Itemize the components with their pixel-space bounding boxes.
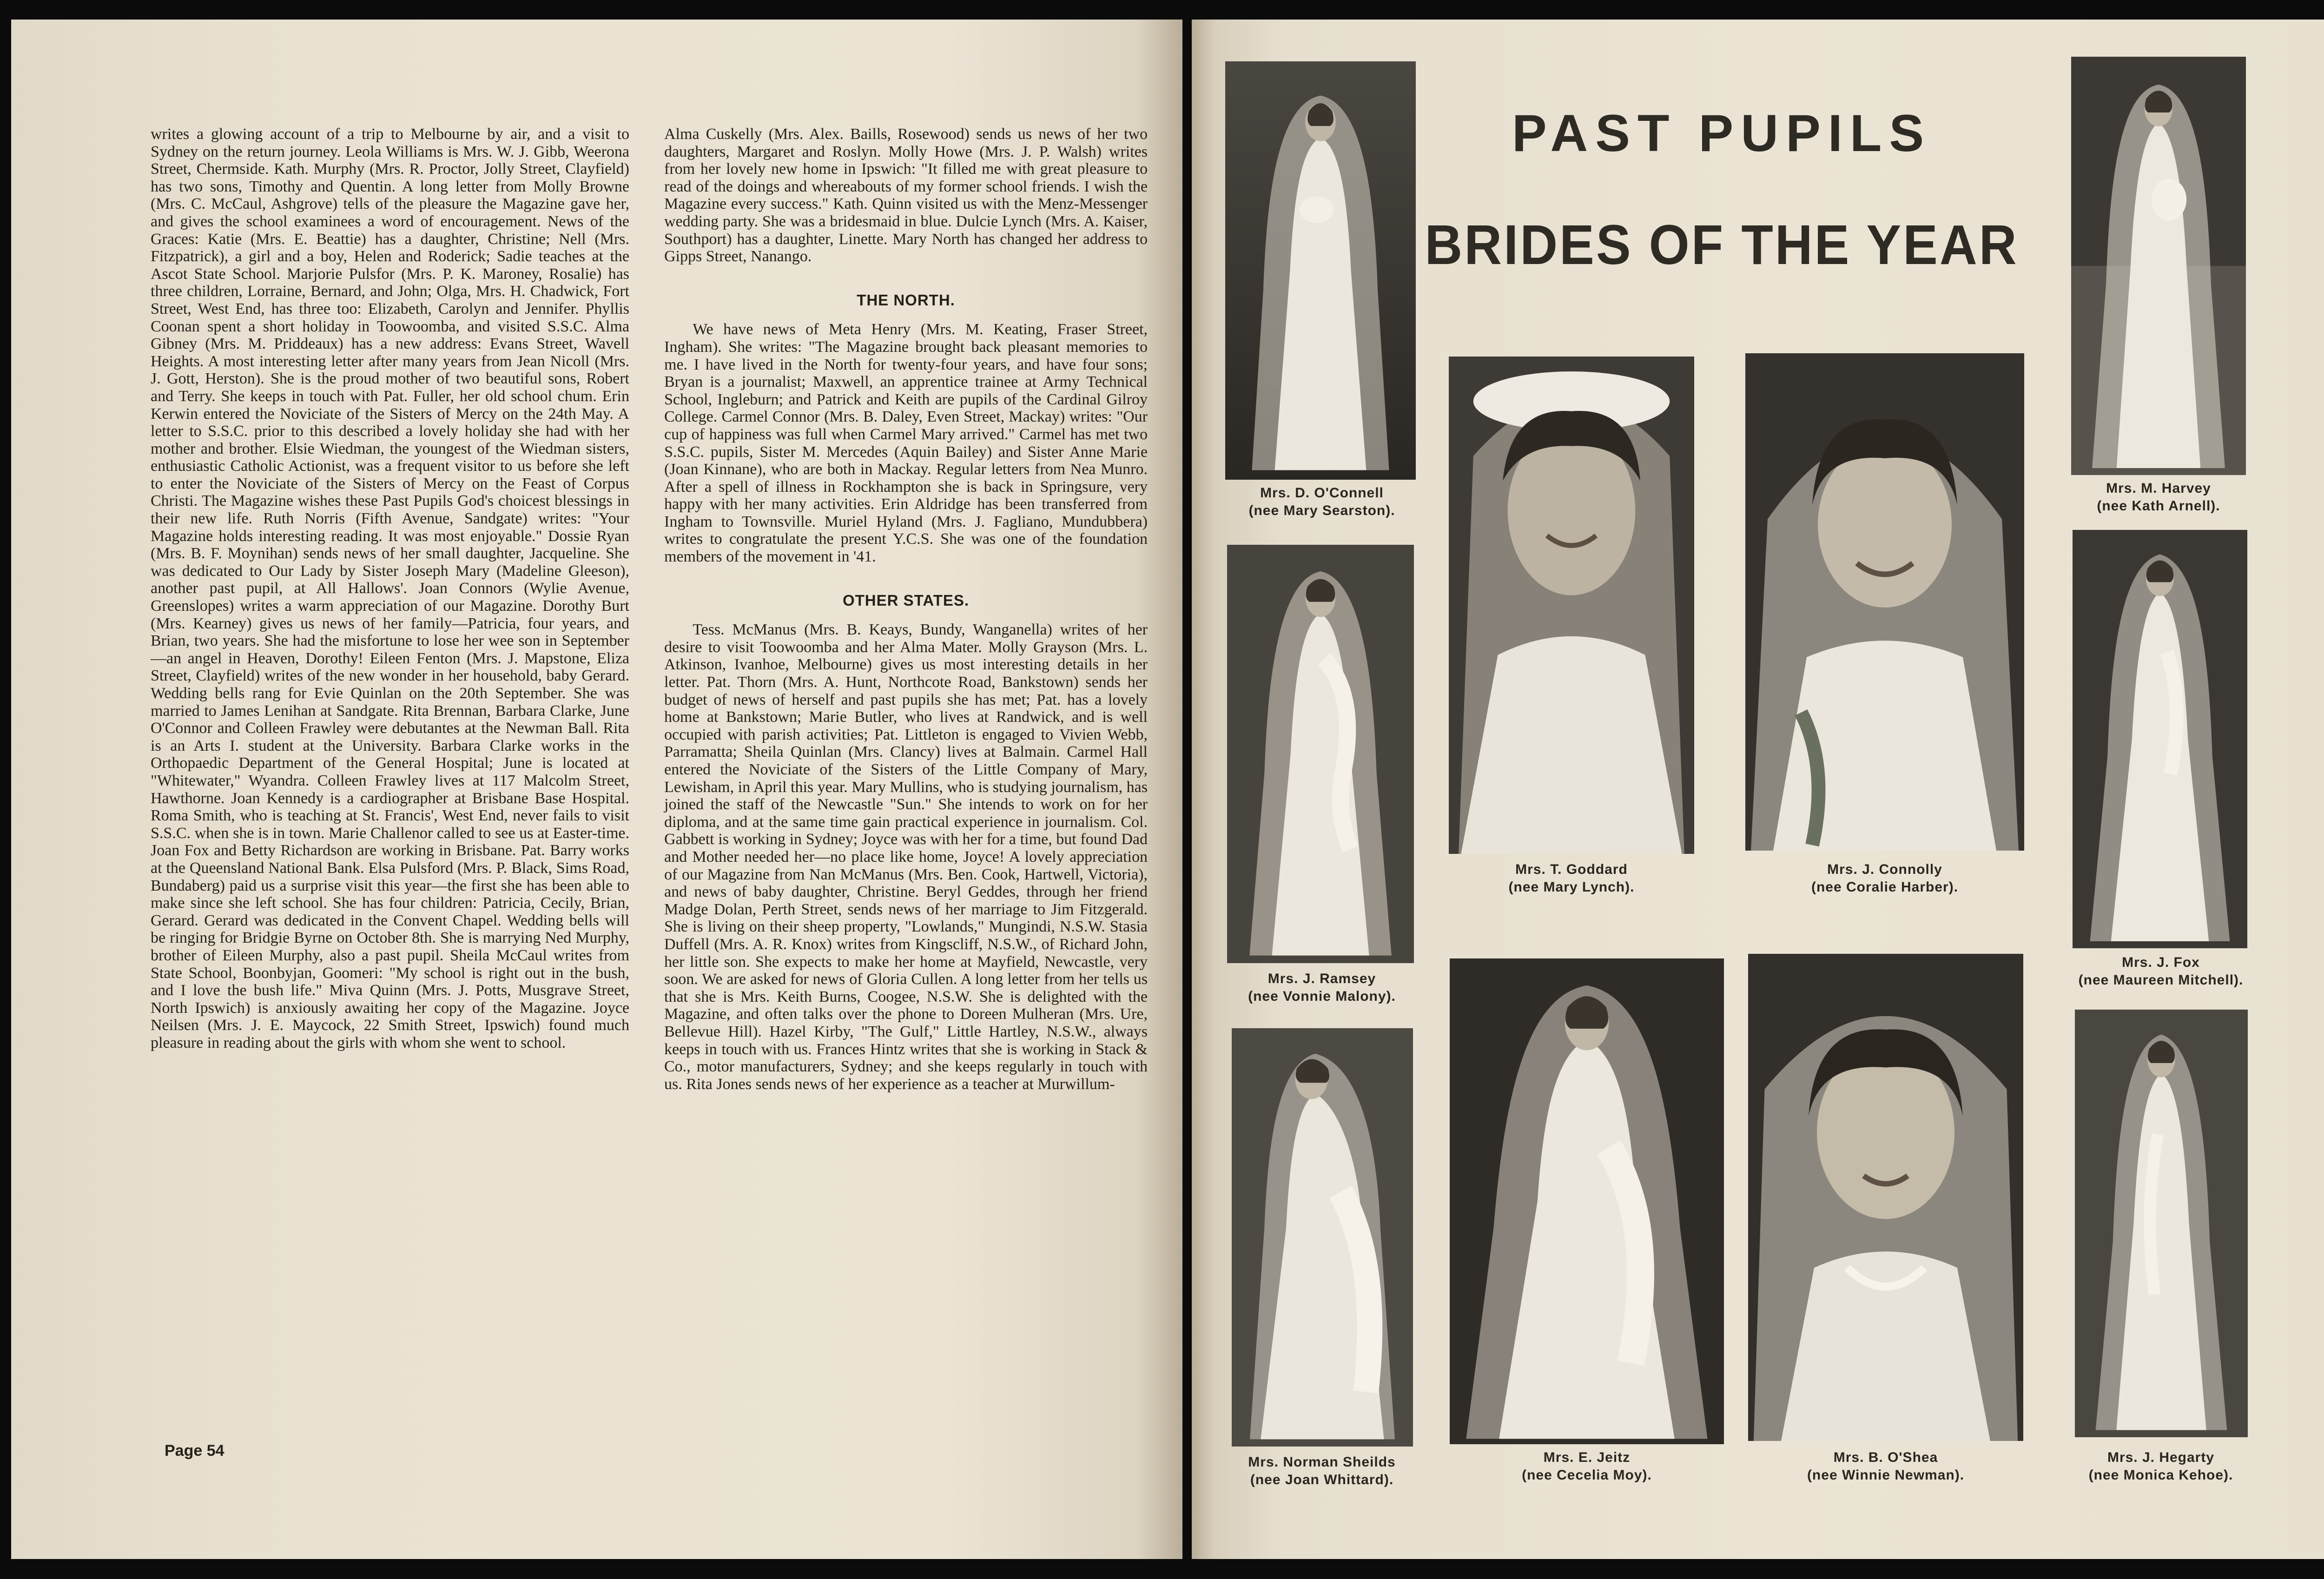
bride-photo-goddard bbox=[1449, 357, 1694, 854]
bride-photo-jeitz bbox=[1450, 958, 1724, 1444]
bride-photo-harvey bbox=[2071, 57, 2246, 475]
section-heading-north: THE NORTH. bbox=[857, 291, 955, 309]
bride-caption-connolly bbox=[1745, 861, 2024, 896]
bride-caption-goddard bbox=[1449, 861, 1694, 896]
bride-photo-hegarty bbox=[2075, 1010, 2248, 1437]
text-column-2 bbox=[664, 126, 1148, 1093]
bride-name: Mrs. M. Harvey bbox=[2106, 481, 2211, 496]
bride-photo-oshea bbox=[1748, 954, 2023, 1441]
bride-caption-oshea bbox=[1748, 1449, 2023, 1484]
bride-name: Mrs. J. Fox bbox=[2122, 955, 2200, 970]
bride-name: Mrs. E. Jeitz bbox=[1543, 1450, 1631, 1465]
bride-caption-ramsey bbox=[1201, 970, 1443, 1005]
bride-maiden-name: (nee Mary Lynch). bbox=[1508, 879, 1635, 895]
page-title-brides-of-the-year: BRIDES OF THE YEAR bbox=[1425, 213, 2019, 276]
bride-name: Mrs. J. Connolly bbox=[1827, 862, 1942, 877]
bride-maiden-name: (nee Coralie Harber). bbox=[1811, 879, 1959, 895]
north-paragraph: We have news of Meta Henry (Mrs. M. Keating, Fraser Street, Ingham). She writes: "The Magazine brought back pleasant memories to me. I have lived in the North for twenty-four years, and have four sons; Bryan is a journalist; Maxwell, an apprentice trainee at Army Technical School, Ingleburn; and Patrick and Keith are pupils of the Cardinal Gilroy College. Carmel Connor (Mrs. B. Daley, Even Street, Mackay) writes: "Our cup of happiness was full when Carmel Mary arrived." Carmel has met two S.S.C. pupils, Sister M. Mercedes (Aquin Bailey) and Sister Anne Marie (Joan Kinnane), who are both in Mackay. Regular letters from Nea Munro. After a spell of illness in Rockhampton she is back in Springsure, very happy with her many activities. Erin Aldridge has been transferred from Ingham to Townsville. Muriel Hyland (Mrs. J. Fagliano, Mundubbera) writes to congratulate the present Y.C.S. She was one of the foundation members of the movement in '41. bbox=[664, 321, 1148, 566]
bride-maiden-name: (nee Monica Kehoe). bbox=[2088, 1467, 2233, 1483]
bride-name: Mrs. J. Ramsey bbox=[1268, 971, 1376, 986]
section-heading-other-states: OTHER STATES. bbox=[842, 591, 970, 609]
bride-maiden-name: (nee Joan Whittard). bbox=[1250, 1472, 1394, 1487]
bride-maiden-name: (nee Vonnie Malony). bbox=[1248, 989, 1396, 1004]
text-column-1 bbox=[151, 126, 629, 1051]
bride-caption-jeitz bbox=[1450, 1449, 1724, 1484]
bride-name: Mrs. Norman Sheilds bbox=[1248, 1454, 1396, 1470]
bride-name: Mrs. T. Goddard bbox=[1515, 862, 1628, 877]
bride-maiden-name: (nee Kath Arnell). bbox=[2097, 498, 2220, 514]
bride-caption-harvey bbox=[2052, 480, 2265, 515]
left-page bbox=[11, 20, 1182, 1559]
bride-maiden-name: (nee Maureen Mitchell). bbox=[2078, 972, 2244, 988]
column2-intro-paragraph: Alma Cuskelly (Mrs. Alex. Baills, Rosewood) sends us news of her two daughters, Margaret and Roslyn. Molly Howe (Mrs. J. P. Walsh) writes from her lovely new home in Ipswich: "It filled me with great pleasure to read of the doings and whereabouts of my former school friends. I wish the Magazine every success." Kath. Quinn visited us with the Menz-Messenger wedding party. She was a bridesmaid in blue. Dulcie Lynch (Mrs. A. Kaiser, Southport) has a daughter, Linette. Mary North has changed her address to Gipps Street, Nanango. bbox=[664, 126, 1148, 265]
bride-photo-oconnell bbox=[1225, 61, 1416, 480]
bride-caption-sheilds bbox=[1201, 1453, 1443, 1489]
bride-maiden-name: (nee Cecelia Moy). bbox=[1522, 1467, 1652, 1483]
magazine-spread bbox=[11, 20, 2324, 1559]
bride-caption-oconnell bbox=[1201, 484, 1443, 520]
bride-name: Mrs. J. Hegarty bbox=[2107, 1450, 2215, 1465]
bride-caption-fox bbox=[2047, 954, 2275, 989]
page-title-past-pupils: PAST PUPILS bbox=[1512, 104, 1932, 162]
bride-name: Mrs. B. O'Shea bbox=[1833, 1450, 1938, 1465]
bride-name: Mrs. D. O'Connell bbox=[1260, 485, 1384, 501]
bride-photo-ramsey bbox=[1227, 545, 1414, 963]
bride-photo-connolly bbox=[1745, 353, 2024, 851]
other-states-paragraph: Tess. McManus (Mrs. B. Keays, Bundy, Wanganella) writes of her desire to visit Toowoomba and her Alma Mater. Molly Grayson (Mrs. L. Atkinson, Ivanhoe, Melbourne) gives us most interesting details in her letter. Pat. Thorn (Mrs. A. Hunt, Northcote Road, Bankstown) sends her budget of news of herself and past pupils she has met; Pat. has a lovely home at Bankstown; Marie Butler, who lives at Randwick, and is well occupied with parish activities; Pat. Littleton is engaged to Vivien Webb, Parramatta; Sheila Quinlan (Mrs. Clancy) lives at Balmain. Carmel Hall entered the Noviciate of the Sisters of the Little Company of Mary, Lewisham, in April this year. Mary Mullins, who is studying journalism, has joined the staff of the Newcastle "Sun." She intends to work on for her diploma, and at the same time gain practical experience in journalism. Col. Gabbett is working in Sydney; Joyce was with her for a time, but found Dad and Mother needed her—no place like home, Joyce! A lovely appreciation of our Magazine from Nan McManus (Mrs. Ben. Cook, Hartwell, Victoria), and news of baby daughter, Christine. Beryl Geddes, through her friend Madge Dolan, Perth Street, sends news of her marriage to Jim Fitzgerald. She is living on their sheep property, "Lowlands," Mungindi, N.S.W. Stasia Duffell (Mrs. A. R. Knox) writes from Kingscliff, N.S.W., of Richard John, her little son. She expects to make her home at Mayfield, Newcastle, very soon. We are asked for news of Gloria Cullen. A long letter from her tells us that she is Mrs. Keith Burns, Coogee, N.S.W. She is delighted with the Magazine, and often talks over the phone to Doreen Mulheran (Mrs. Ure, Bellevue Hill). Hazel Kirby, "The Gulf," Little Hartley, N.S.W., always keeps in touch with us. Frances Hintz writes that she is working in Stack & Co., motor manufacturers, Sydney; and she keeps regularly in touch with us. Rita Jones sends news of her experience as a teacher at Murwillum- bbox=[664, 621, 1148, 1093]
column1-paragraph: writes a glowing account of a trip to Melbourne by air, and a visit to Sydney on the return journey. Leola Williams is Mrs. W. J. Gibb, Weerona Street, Chermside. Kath. Murphy (Mrs. R. Proctor, Jolly Street, Clayfield) has two sons, Timothy and Quentin. A long letter from Molly Browne (Mrs. C. McCaul, Ashgrove) tells of the pleasure the Magazine gave her, and gives the school examinees a word of encouragement. News of the Graces: Katie (Mrs. E. Beattie) has a daughter, Christine; Nell (Mrs. Fitzpatrick), a girl and a boy, Helen and Roderick; Sadie teaches at the Ascot State School. Marjorie Pulsfor (Mrs. P. K. Maroney, Rosalie) has three children, Lorraine, Bernard, and John; Olga, Mrs. H. Chadwick, Fort Street, West End, has three too: Elizabeth, Carolyn and Jennifer. Phyllis Coonan spent a short holiday in Toowoomba, and visited S.S.C. Alma Gibney (Mrs. M. Priddeaux) has a new address: Evans Street, Wavell Heights. A most interesting letter after many years from Jean Nicoll (Mrs. J. Gott, Herston). She is the proud mother of two beautiful sons, Robert and Terry. She keeps in touch with Pat. Fuller, her old school chum. Erin Kerwin entered the Noviciate of the Sisters of Mercy on the 24th May. A letter to S.S.C. prior to this described a lovely holiday she had with her mother and brother. Elsie Wiedman, the youngest of the Wiedman sisters, enthusiastic Catholic Actionist, was a frequent visitor to us before she left to enter the Noviciate of the Sisters of Mercy on the Feast of Corpus Christi. The Magazine wishes these Past Pupils God's choicest blessings in their new life. Ruth Norris (Fifth Avenue, Sandgate) writes: "Your Magazine holds interesting reading. It was most enjoyable." Dossie Ryan (Mrs. B. F. Moynihan) sends news of her small daughter, Jacqueline. She was dedicated to Our Lady by Sister Joseph Mary (Madeline Gleeson), another past pupil, at All Hallows'. Joan Connors (Wylie Avenue, Greenslopes) writes a warm appreciation of our Magazine. Dorothy Burt (Mrs. Kearney) gives us news of her family—Patricia, four years, and Brian, two years. She had the misfortune to lose her wee son in September—an angel in Heaven, Dorothy! Eileen Fenton (Mrs. J. Mapstone, Eliza Street, Clayfield) writes of the new wonder in her household, baby Gerard. Wedding bells rang for Evie Quinlan on the 20th September. She was married to James Lenihan at Sandgate. Rita Brennan, Barbara Clarke, June O'Connor and Colleen Frawley were debutantes at the Newman Ball. Rita is an Arts I. student at the University. Barbara Clarke works in the Orthopaedic Department of the General Hospital; June is located at "Whitewater," Wyandra. Colleen Frawley lives at 117 Malcolm Street, Hawthorne. Joan Kennedy is a cardiographer at Brisbane Base Hospital. Roma Smith, who is teaching at St. Francis', West End, never fails to visit S.S.C. when she is in town. Marie Challenor called to see us at Easter-time. Joan Fox and Betty Richardson are working in Brisbane. Pat. Barry works at the Queensland National Bank. Elsa Pulsford (Mrs. P. Black, Sims Road, Bundaberg) paid us a surprise visit this year—the first she has been able to make since she left school. She has four children: Patricia, Cecily, Brian, Gerard. Gerard was dedicated in the Convent Chapel. Wedding bells will be ringing for Bridgie Byrne on October 8th. She is marrying Ned Murphy, brother of Eileen Murphy, also a past pupil. Sheila McCaul writes from State School, Boonbyjan, Goomeri: "My school is right out in the bush, and I love the bush life." Miva Quinn (Mrs. J. Potts, Musgrave Street, North Ipswich) is anxiously awaiting her copy of the Magazine. Joyce Neilsen (Mrs. J. E. Maycock, 22 Smith Street, Ipswich) found much pleasure in reading about the girls with whom she went to school. bbox=[151, 126, 629, 1051]
page-number: Page 54 bbox=[165, 1442, 224, 1460]
bride-caption-hegarty bbox=[2052, 1449, 2270, 1484]
bride-maiden-name: (nee Winnie Newman). bbox=[1807, 1467, 1965, 1483]
bride-photo-fox bbox=[2073, 530, 2247, 948]
bride-maiden-name: (nee Mary Searston). bbox=[1248, 503, 1395, 518]
bride-photo-sheilds bbox=[1232, 1028, 1413, 1447]
